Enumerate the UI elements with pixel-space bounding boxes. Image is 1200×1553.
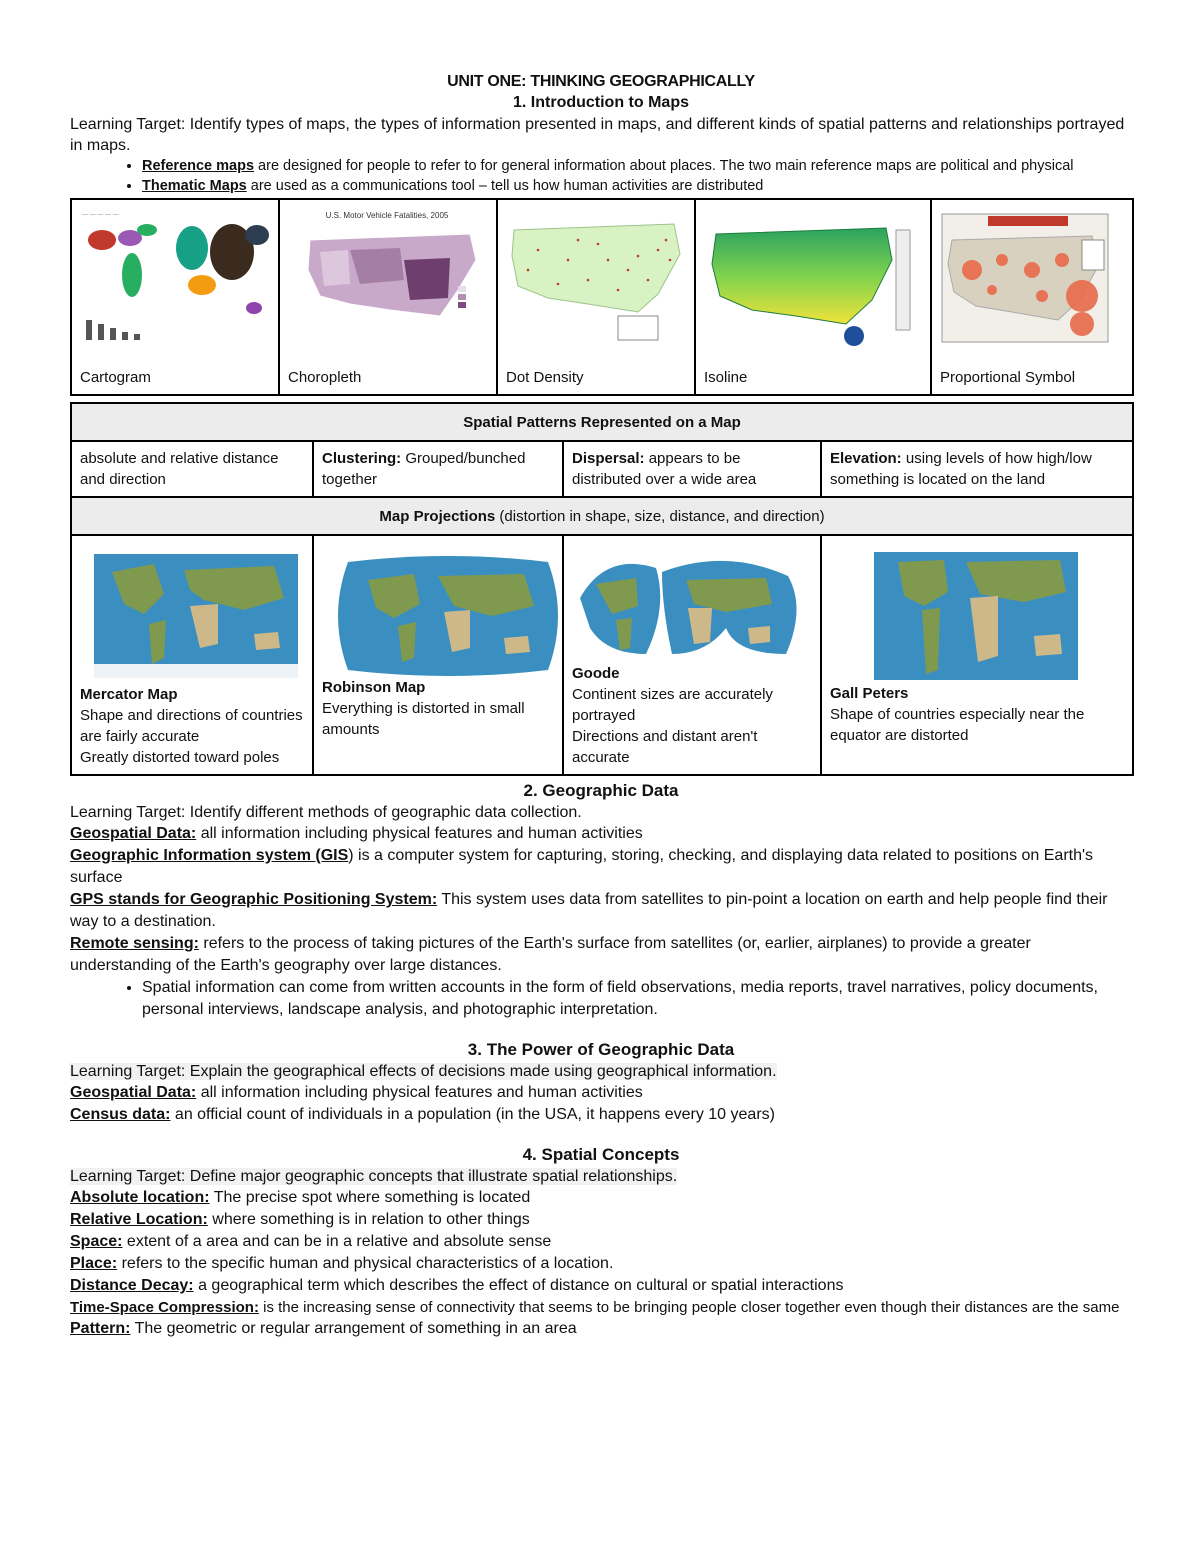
projection-text-gall-peters [830, 683, 1126, 746]
learning-target-2: Learning Target: Identify different methods of geographic data collection. [70, 804, 582, 821]
term-census-data: Census data: [70, 1106, 171, 1123]
projections-description: (distortion in shape, size, distance, and direction) [495, 507, 825, 525]
section-4-heading: 4. Spatial Concepts [522, 1145, 680, 1164]
term-distance-decay: Distance Decay: [70, 1277, 194, 1294]
map-projections-header [71, 497, 1133, 535]
learning-target-1: Learning Target: Identify types of maps, the types of information presented in maps, and different kinds of spatial patterns and relationships portrayed in maps. [70, 116, 1125, 154]
definition-text: refers to the process of taking pictures of the Earth's surface from satellites (or, earlier, airplanes) to provide a greater understanding of the Earth's geography over large distances. [70, 935, 1031, 974]
definition-text: a geographical term which describes the effect of distance on cultural or spatial interactions [193, 1277, 844, 1294]
definition-entry [70, 1275, 1132, 1297]
definition-entry [70, 933, 1132, 977]
cartogram-map-image [72, 200, 276, 350]
definition-entry [70, 1297, 1132, 1318]
definition-text: an official count of individuals in a population (in the USA, it happens every 10 years) [170, 1106, 775, 1123]
pattern-cell-elevation [821, 441, 1133, 497]
section-2-heading: 2. Geographic Data [523, 781, 679, 800]
pattern-text: Grouped/bunched together [322, 450, 526, 488]
pattern-cell-clustering [313, 441, 563, 497]
isoline-map-image [696, 200, 928, 352]
projection-cell-mercator [71, 535, 313, 775]
choropleth-map-image [280, 200, 494, 350]
definition-text: The geometric or regular arrangement of something in an area [130, 1320, 577, 1337]
learning-target-text: Learning Target: Explain the geographical effects of decisions made using geographical information. [70, 1063, 777, 1080]
projection-line: Continent sizes are accurately portrayed [572, 686, 773, 724]
map-type-label: Cartogram [80, 369, 151, 386]
dot-density-map-image [498, 200, 692, 350]
cartogram-cell [71, 199, 279, 395]
section-1-heading: 1. Introduction to Maps [513, 94, 689, 111]
robinson-map-image [328, 556, 568, 686]
map-type-label: Dot Density [506, 369, 584, 386]
definition-entry [70, 823, 1132, 845]
pattern-text: using levels of how high/low something is located on the land [830, 450, 1092, 488]
map-type-label: Proportional Symbol [940, 369, 1076, 386]
term-space: Space: [70, 1233, 123, 1250]
definition-entry [70, 1231, 1132, 1253]
definition-text: This system uses data from satellites to pin-point a location on earth and help people find their way to a destination. [70, 891, 1108, 930]
map-type-label: Choropleth [288, 369, 362, 386]
projection-text-mercator [80, 684, 306, 768]
projection-cell-robinson [313, 535, 563, 775]
pattern-text: absolute and relative distance and direction [80, 450, 279, 488]
definition-entry [70, 1082, 1132, 1104]
projection-line: Directions and distant aren't accurate [572, 728, 758, 766]
pattern-term: Clustering: [322, 450, 402, 467]
term-absolute-location: Absolute location: [70, 1189, 210, 1206]
projection-text-robinson [322, 677, 556, 740]
definition-text: extent of a area and can be in a relative and absolute sense [122, 1233, 552, 1250]
projection-cell-gall-peters [821, 535, 1133, 775]
choropleth-cell [279, 199, 497, 395]
projections-term: Map Projections [379, 507, 496, 525]
isoline-cell [695, 199, 931, 395]
term-relative-location: Relative Location: [70, 1211, 208, 1228]
dot-density-cell [497, 199, 695, 395]
pattern-term: Dispersal: [572, 450, 645, 467]
term-geospatial-data: Geospatial Data: [70, 1084, 197, 1101]
definition-entry [70, 1253, 1132, 1275]
proportional-symbol-map-image [932, 200, 1130, 350]
term-remote-sensing: Remote sensing: [70, 935, 199, 952]
definition-entry [70, 1318, 1132, 1340]
goode-map-image [576, 558, 816, 658]
definition-text: are used as a communications tool – tell us how human activities are distributed [246, 178, 764, 194]
term-gis: Geographic Information system (GIS [70, 847, 349, 864]
spatial-info-bullets [110, 977, 1132, 1021]
definition-entry [70, 1104, 1132, 1126]
learning-target-4 [70, 1166, 1132, 1187]
spatial-patterns-table [70, 402, 1134, 776]
definition-text: The precise spot where something is located [209, 1189, 531, 1206]
definition-text: where something is in relation to other things [207, 1211, 530, 1228]
projection-text-goode [572, 663, 814, 768]
projection-name: Mercator Map [80, 686, 178, 703]
document-page [70, 72, 1132, 1340]
projection-line: Everything is distorted in small amounts [322, 700, 525, 738]
definition-text: all information including physical features and human activities [196, 1084, 643, 1101]
projection-name: Robinson Map [322, 679, 426, 696]
spatial-patterns-header: Spatial Patterns Represented on a Map [71, 403, 1133, 441]
projection-line: Greatly distorted toward poles [80, 749, 280, 766]
map-type-bullets [110, 156, 1132, 196]
definition-entry [70, 889, 1132, 933]
projection-name: Goode [572, 665, 620, 682]
definition-text: all information including physical features and human activities [196, 825, 643, 842]
proportional-symbol-cell [931, 199, 1133, 395]
section-3-heading: 3. The Power of Geographic Data [467, 1040, 735, 1059]
definition-entry [70, 1187, 1132, 1209]
pattern-text: appears to be distributed over a wide area [572, 450, 757, 488]
term-place: Place: [70, 1255, 118, 1272]
mercator-map-image [94, 554, 334, 684]
term-geospatial-data: Geospatial Data: [70, 825, 197, 842]
list-item: • Spatial information can come from written accounts in the form of field observations, media reports, travel narratives, policy documents, personal interviews, landscape analysis, and photographic interpretation. [142, 977, 1132, 1021]
list-item [142, 156, 1132, 176]
pattern-cell-distance [71, 441, 313, 497]
definition-text: is the increasing sense of connectivity that seems to be bringing people closer together even though their distances are the same [258, 1299, 1120, 1316]
list-item [142, 176, 1132, 196]
definition-text: refers to the specific human and physical characteristics of a location. [117, 1255, 614, 1272]
projection-line: Shape and directions of countries are fairly accurate [80, 707, 303, 745]
projection-line: Shape of countries especially near the equator are distorted [830, 706, 1085, 744]
pattern-term: Elevation: [830, 450, 902, 467]
svg-text:— — — — —: — — — — — [82, 212, 119, 218]
choropleth-title: U.S. Motor Vehicle Fatalities, 2005 [325, 211, 449, 220]
term-thematic-maps: Thematic Maps [142, 178, 247, 194]
definition-entry [70, 845, 1132, 889]
definition-entry [70, 1209, 1132, 1231]
map-types-table [70, 198, 1134, 396]
term-gps: GPS stands for Geographic Positioning System: [70, 891, 438, 908]
map-type-label: Isoline [704, 369, 748, 386]
projection-cell-goode [563, 535, 821, 775]
term-reference-maps: Reference maps [142, 158, 255, 174]
document-title: UNIT ONE: THINKING GEOGRAPHICALLY [447, 73, 755, 90]
gall-peters-map-image [874, 552, 1084, 686]
pattern-cell-dispersal [563, 441, 821, 497]
term-pattern: Pattern: [70, 1320, 131, 1337]
definition-text: ) is a computer system for capturing, storing, checking, and displaying data related to positions on Earth's surface [70, 847, 1094, 886]
learning-target-3 [70, 1061, 1132, 1082]
definition-text: are designed for people to refer to for general information about places. The two main reference maps are political and physical [254, 158, 1074, 174]
term-time-space-compression: Time-Space Compression: [70, 1299, 259, 1316]
projection-name: Gall Peters [830, 685, 909, 702]
learning-target-text: Learning Target: Define major geographic concepts that illustrate spatial relationships. [70, 1168, 678, 1185]
